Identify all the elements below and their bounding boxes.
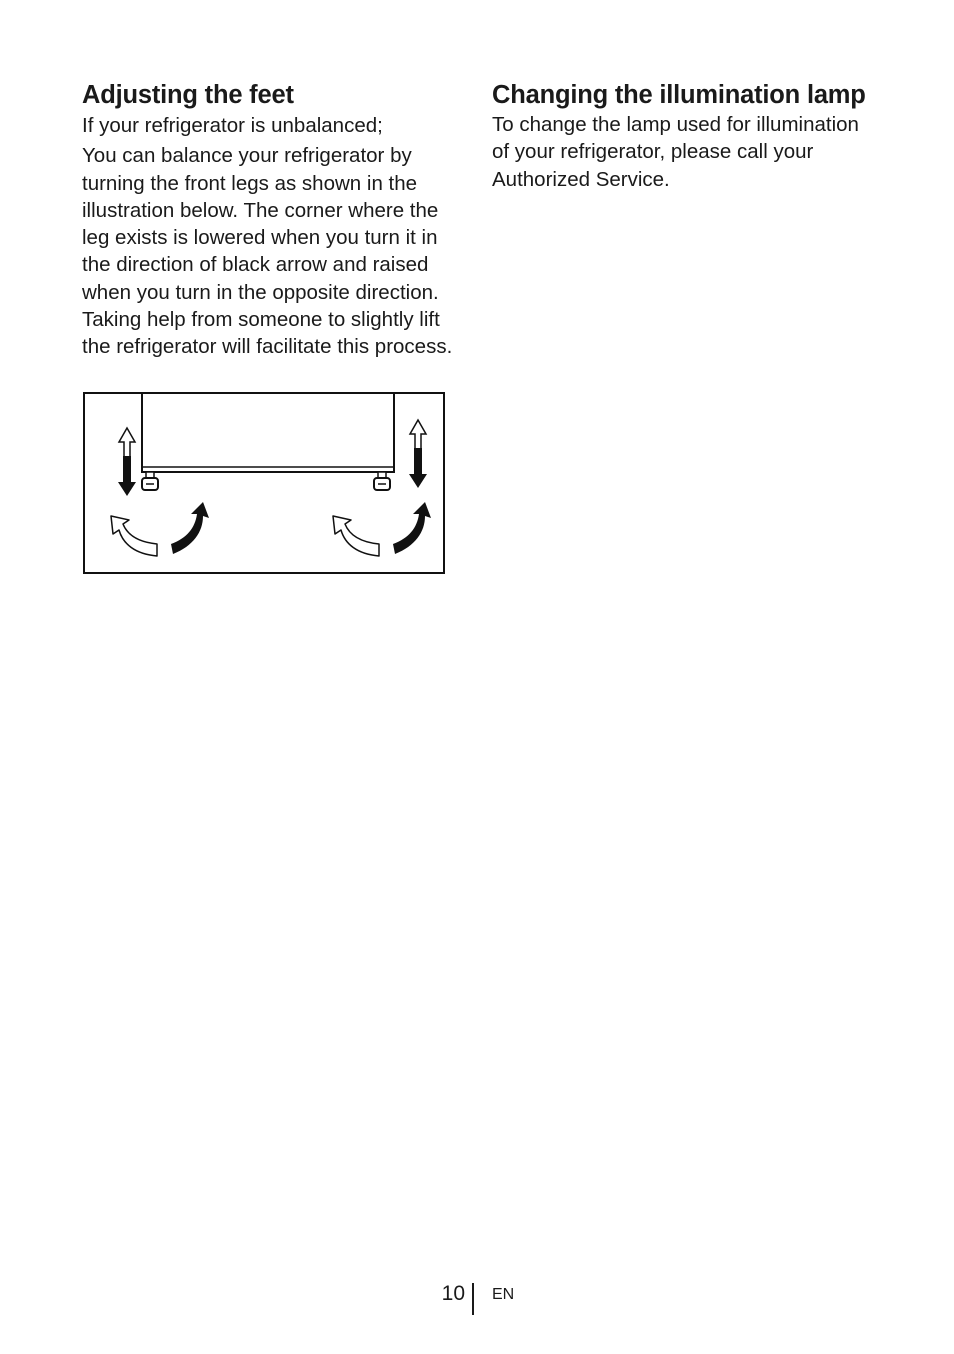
- page-footer: [0, 1280, 954, 1316]
- language-code: EN: [492, 1286, 515, 1303]
- page-number: 10: [441, 1282, 465, 1305]
- body-text: To change the lamp used for illumination of your refrigerator, please call your Authorized Service.: [492, 113, 859, 191]
- section-title: Changing the illumination lamp: [492, 81, 866, 109]
- section-illumination-lamp: [492, 82, 872, 193]
- section-adjusting-feet: [82, 82, 467, 361]
- refrigerator-body: [142, 393, 394, 472]
- intro-text: If your refrigerator is unbalanced;: [82, 114, 383, 137]
- feet-adjustment-illustration: [83, 392, 445, 574]
- footer-divider: [472, 1283, 474, 1315]
- section-title: Adjusting the feet: [82, 81, 294, 109]
- body-text: You can balance your refrigerator by turning the front legs as shown in the illustration below. The corner where the leg exists is lowered when you turn it in the direction of black arrow and raised when you turn in the opposite direction. Taking help from someone to slightly lift the refrigerator will facilitate this process.: [82, 144, 453, 359]
